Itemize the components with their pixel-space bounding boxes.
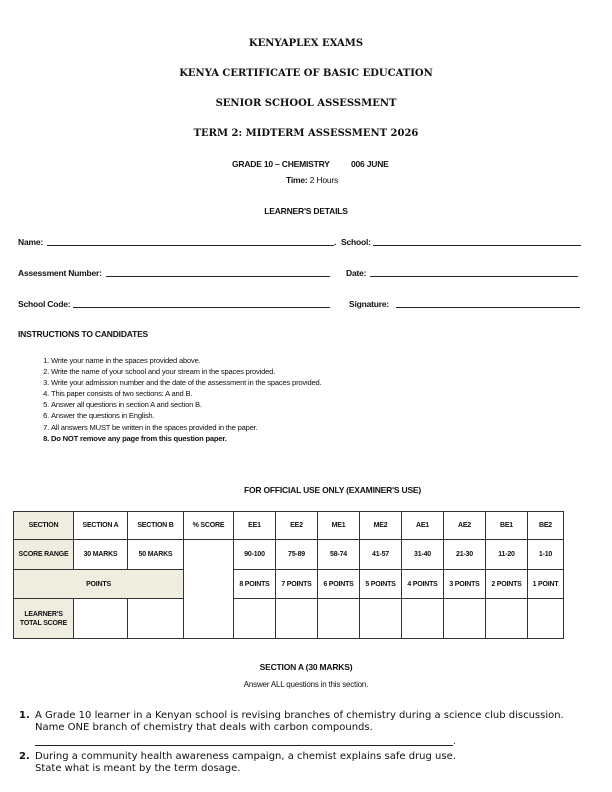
table-cell: 31-40 [402,540,444,570]
instructions-list [33,355,322,444]
certificate-title: KENYA CERTIFICATE OF BASIC EDUCATION [179,68,433,79]
score-cell[interactable] [276,599,318,639]
points-label-cell: POINTS [14,570,184,599]
table-cell: SECTION A [74,512,128,540]
date-label: Date: [346,268,367,278]
table-cell: 30 MARKS [74,540,128,570]
score-cell[interactable] [528,599,564,639]
question-number: 1. [19,710,30,721]
table-cell: ME2 [360,512,402,540]
table-cell: BE1 [486,512,528,540]
instruction-item: 4. This paper consists of two sections: A and B. [51,388,322,399]
name-field[interactable] [47,245,334,246]
table-cell: 6 POINTS [318,570,360,599]
score-cell[interactable] [444,599,486,639]
table-cell: 5 POINTS [360,570,402,599]
table-cell: BE2 [528,512,564,540]
score-cell[interactable] [360,599,402,639]
section-b-score-cell[interactable] [128,599,184,639]
question-number: 2. [19,751,30,762]
table-row [14,599,564,639]
table-cell: SECTION B [128,512,184,540]
section-a-score-cell[interactable] [74,599,128,639]
examiner-score-table [13,511,564,639]
exam-body-title: KENYAPLEX EXAMS [248,38,364,49]
score-cell[interactable] [486,599,528,639]
table-row [14,540,564,570]
question-text: During a community health awareness campaign, a chemist explains safe drug use. [35,751,456,762]
question-text: State what is meant by the term dosage. [35,763,241,774]
time-allowed [286,175,338,185]
section-a-instruction: Answer ALL questions in this section. [243,680,369,689]
table-cell: EE1 [234,512,276,540]
signature-field[interactable] [396,307,580,308]
score-cell[interactable] [318,599,360,639]
table-cell: 1 POINT [528,570,564,599]
date-field[interactable] [370,276,578,277]
learner-details-heading: LEARNER'S DETAILS [264,206,348,216]
table-cell: 75-89 [276,540,318,570]
table-cell: EE2 [276,512,318,540]
school-code-field[interactable] [73,307,330,308]
table-cell: 1-10 [528,540,564,570]
assessment-level: SENIOR SCHOOL ASSESSMENT [215,98,397,109]
name-label: Name: [18,237,43,247]
table-cell: AE1 [402,512,444,540]
question-text: A Grade 10 learner in a Kenyan school is revising branches of chemistry during a science club discussion. [35,710,564,721]
time-label: Time: [286,175,308,185]
table-header-row [14,512,564,540]
score-cell[interactable] [402,599,444,639]
term-title: TERM 2: MIDTERM ASSESSMENT 2026 [193,128,419,139]
table-cell: 8 POINTS [234,570,276,599]
table-cell: 58-74 [318,540,360,570]
paper-code: 006 JUNE [351,159,389,169]
table-cell: 11-20 [486,540,528,570]
table-cell: 3 POINTS [444,570,486,599]
instruction-item: 2. Write the name of your school and your stream in the spaces provided. [51,366,322,377]
score-cell[interactable] [234,599,276,639]
assessment-number-field[interactable] [106,276,330,277]
official-use-heading: FOR OFFICIAL USE ONLY (EXAMINER'S USE) [244,485,422,495]
answer-line[interactable] [35,745,453,746]
table-cell: % SCORE [184,512,234,540]
assessment-number-label: Assessment Number: [18,268,102,278]
question-text: Name ONE branch of chemistry that deals with carbon compounds. [35,722,373,733]
percent-score-cell[interactable] [184,540,234,639]
section-a-heading: SECTION A (30 MARKS) [259,662,353,672]
table-cell: 7 POINTS [276,570,318,599]
table-cell: 50 MARKS [128,540,184,570]
school-field[interactable] [373,245,581,246]
time-value: 2 Hours [309,175,339,185]
table-cell: SECTION [14,512,74,540]
instruction-item: 5. Answer all questions in section A and section B. [51,399,322,410]
instruction-item: 3. Write your admission number and the date of the assessment in the spaces provided. [51,377,322,388]
table-cell: ME1 [318,512,360,540]
table-row [14,570,564,599]
school-code-label: School Code: [18,299,71,309]
table-cell: AE2 [444,512,486,540]
table-cell: SCORE RANGE [14,540,74,570]
table-cell: 21-30 [444,540,486,570]
instruction-item: 8. Do NOT remove any page from this question paper. [51,433,322,444]
instruction-item: 6. Answer the questions in English. [51,410,322,421]
table-cell: 2 POINTS [486,570,528,599]
instruction-item: 1. Write your name in the spaces provided above. [51,355,322,366]
table-cell: 41-57 [360,540,402,570]
signature-label: Signature: [349,299,390,309]
instruction-item: 7. All answers MUST be written in the spaces provided in the paper. [51,422,322,433]
grade-subject: GRADE 10 – CHEMISTRY [232,159,330,169]
table-cell: 4 POINTS [402,570,444,599]
instructions-heading: INSTRUCTIONS TO CANDIDATES [18,329,149,339]
learner-total-score-label: LEARNER'S TOTAL SCORE [14,599,74,639]
school-label: School: [341,237,371,247]
table-cell: 90-100 [234,540,276,570]
